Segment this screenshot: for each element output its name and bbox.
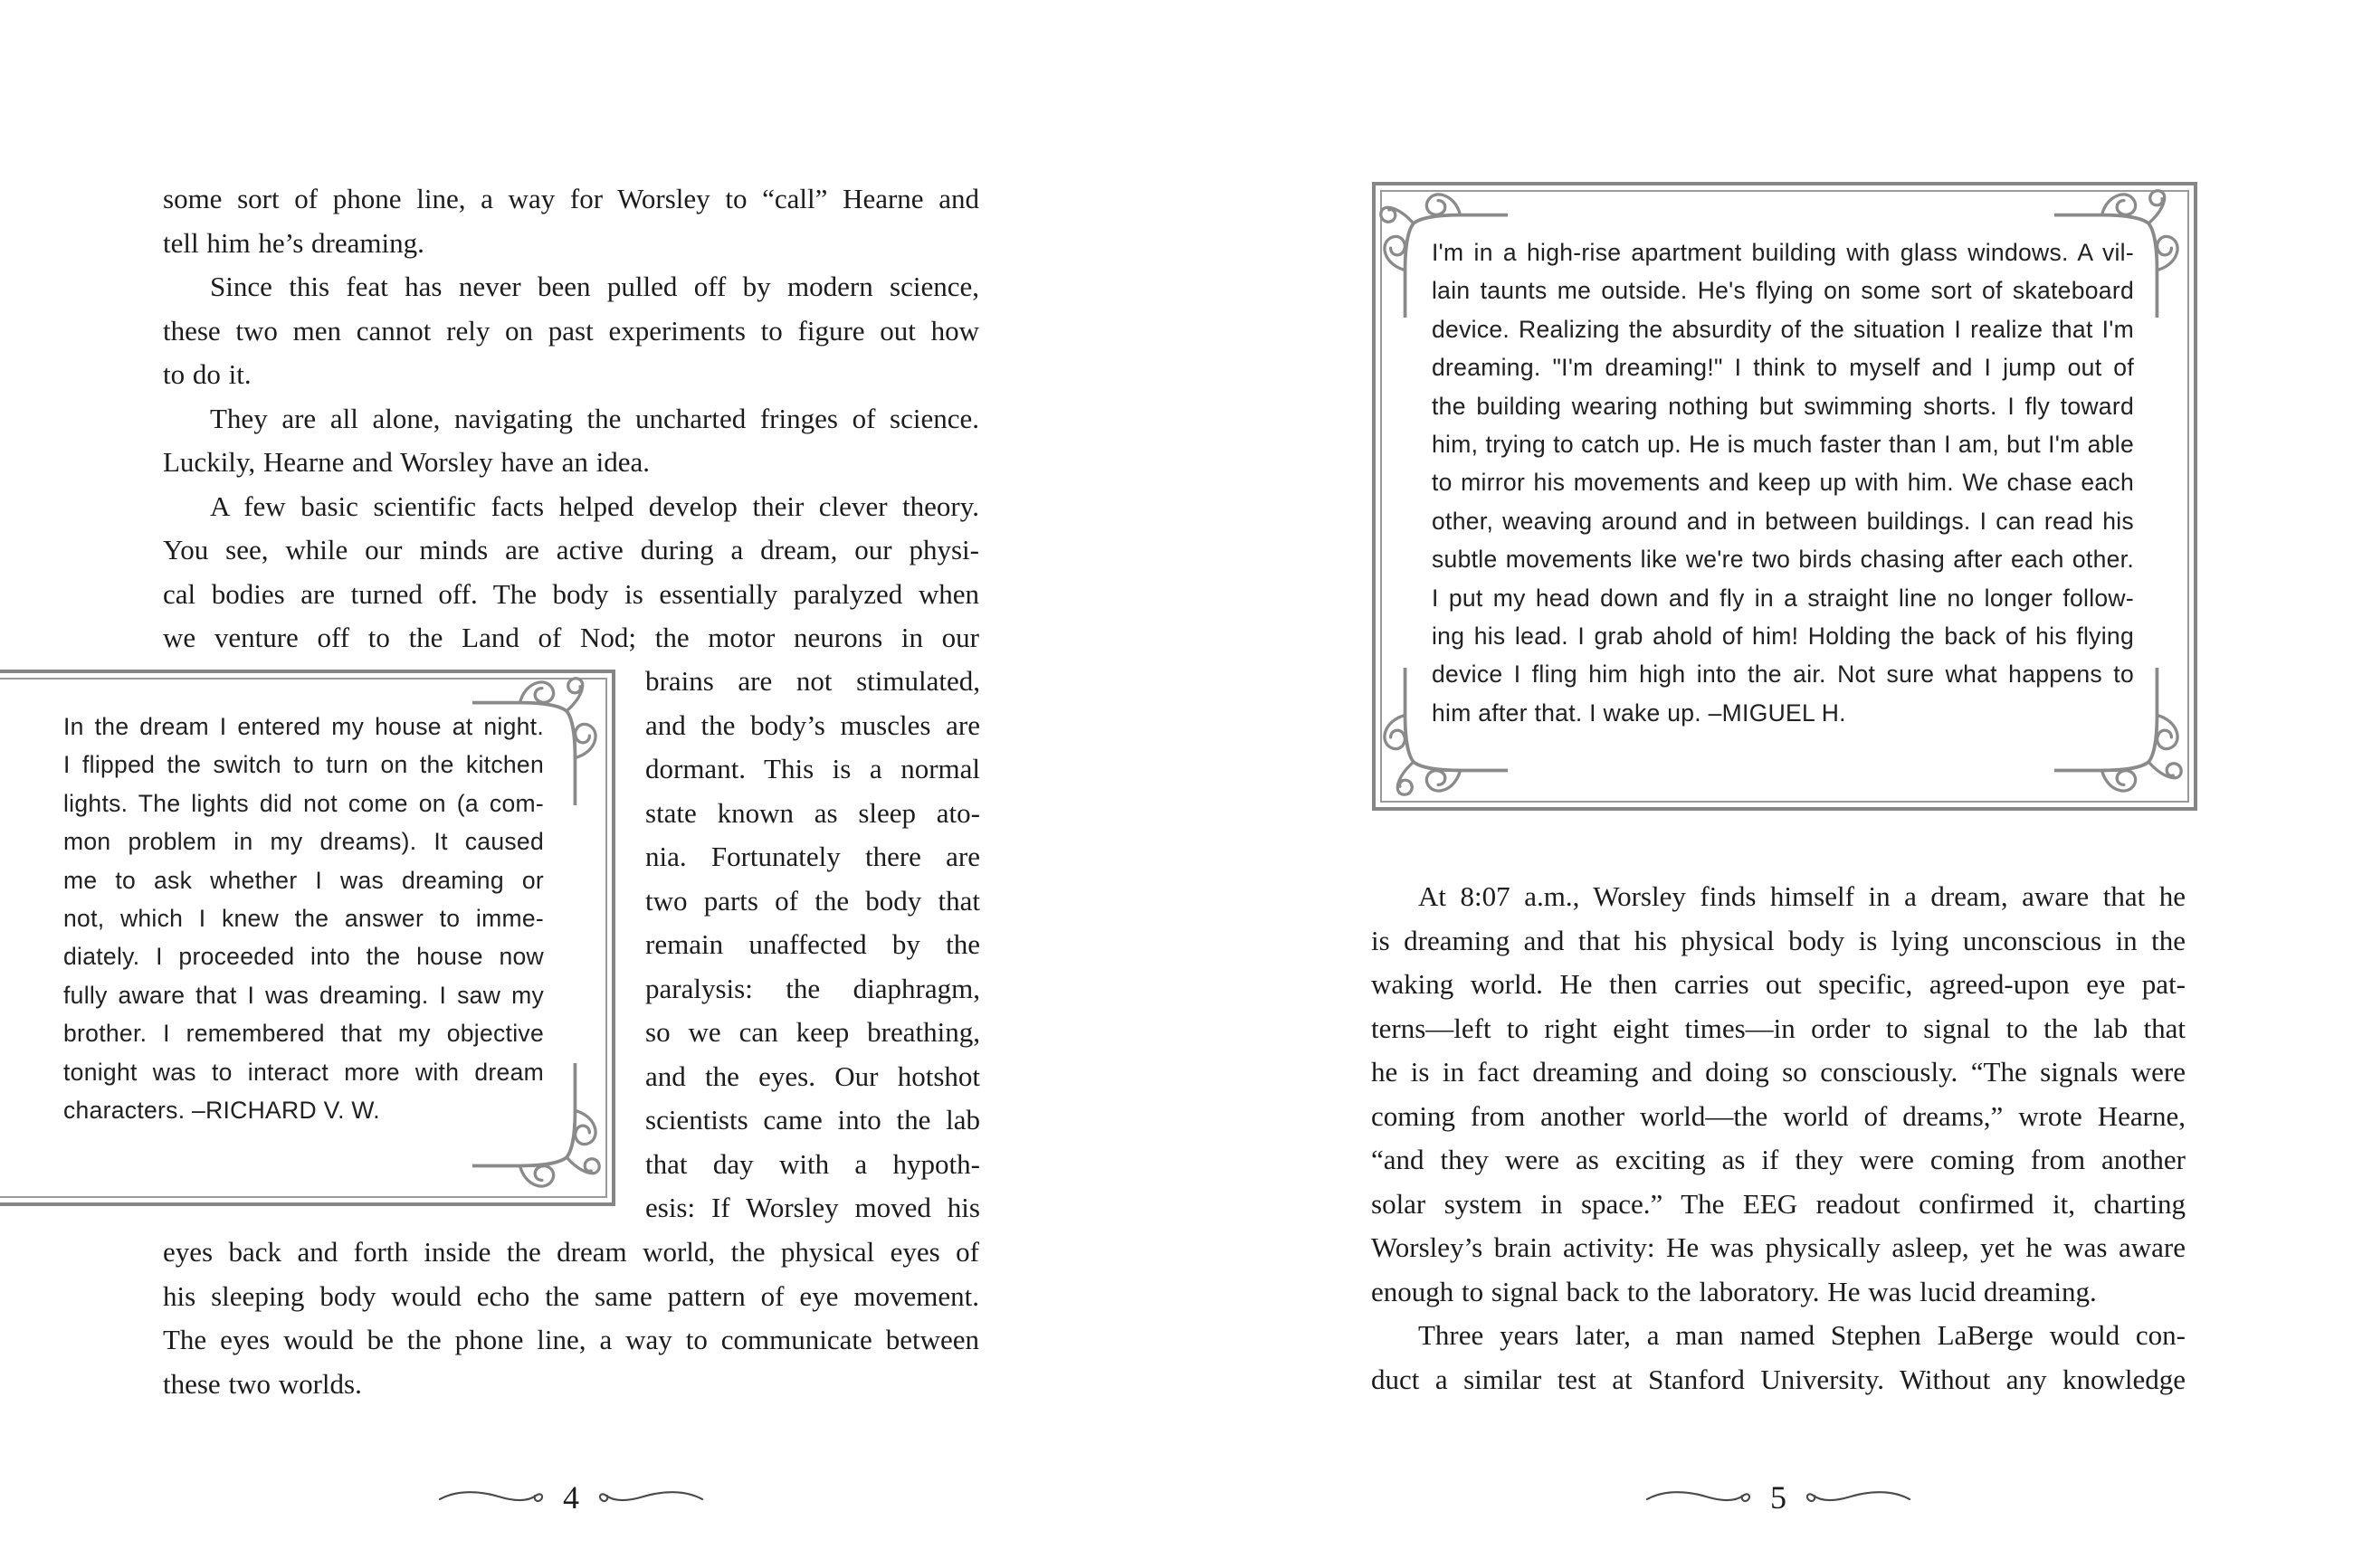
text-line: nia. Fortunately there are (645, 841, 980, 872)
text-line: subtle movements like we're two birds chasing after each other. (1432, 546, 2134, 574)
text-line: device I fling him high into the air. Not sure what happens to (1432, 660, 2134, 689)
right-folio (1371, 1478, 2186, 1516)
text-line: tonight was to interact more with dream (63, 1058, 544, 1086)
left-page-wrapped-column (645, 660, 980, 1231)
text-line: Worsley’s brain activity: He was physically asleep, yet he was aware (1371, 1231, 2186, 1263)
text-line: I put my head down and fly in a straight line no longer follow- (1432, 584, 2134, 612)
text-line: lights. The lights did not come on (a com- (63, 789, 544, 817)
text-line: cal bodies are turned off. The body is essentially paralyzed when (163, 577, 979, 610)
text-line: A few basic scientific facts helped develop their clever theory. (210, 489, 979, 522)
left-page-main-text-top (163, 177, 979, 660)
text-line: mon problem in my dreams). It caused (63, 828, 544, 856)
text-line: some sort of phone line, a way for Worsley to “call” Hearne and (163, 183, 979, 214)
text-line: I flipped the switch to turn on the kitchen (63, 751, 544, 779)
text-line: so we can keep breathing, (645, 1016, 980, 1048)
text-line: these two men cannot rely on past experiments to figure out how (163, 314, 979, 347)
text-line: scientists came into the lab (645, 1104, 980, 1136)
text-line: “and they were as exciting as if they were coming from another (1371, 1144, 2186, 1175)
text-line: other, weaving around and in between buildings. I can read his (1432, 507, 2134, 535)
text-line: me to ask whether I was dreaming or (63, 866, 544, 894)
text-line: the building wearing nothing but swimming shorts. I fly toward (1432, 392, 2134, 420)
text-line: dreaming. "I'm dreaming!" I think to myself and I jump out of (1432, 354, 2134, 382)
text-line: him after that. I wake up. –MIGUEL H. (1432, 698, 1846, 727)
text-line: solar system in space.” The EEG readout confirmed it, charting (1371, 1187, 2186, 1220)
text-line: terns—left to right eight times—in order to signal to the lab that (1371, 1012, 2186, 1044)
text-line: eyes back and forth inside the dream world, the physical eyes of (163, 1236, 979, 1268)
text-line: esis: If Worsley moved his (645, 1192, 980, 1223)
text-line: him, trying to catch up. He is much faster than I am, but I'm able (1432, 430, 2134, 458)
text-line: ing his lead. I grab ahold of him! Holding the back of his flying (1432, 622, 2134, 650)
text-line: You see, while our minds are active during a dream, our physi- (163, 534, 979, 565)
text-line: lain taunts me outside. He's flying on some sort of skateboard (1432, 277, 2134, 305)
page-number: 4 (563, 1479, 579, 1516)
text-line: At 8:07 a.m., Worsley finds himself in a dream, aware that he (1418, 880, 2186, 912)
page-number: 5 (1770, 1479, 1786, 1516)
text-line: The eyes would be the phone line, a way to communicate between (163, 1324, 979, 1355)
text-line: coming from another world—the world of dreams,” wrote Hearne, (1371, 1099, 2186, 1132)
left-page-main-text-bottom (163, 1231, 979, 1406)
text-line: fully aware that I was dreaming. I saw my (63, 981, 544, 1009)
text-line: device. Realizing the absurdity of the situation I realize that I'm (1432, 315, 2134, 343)
text-line: his sleeping body would echo the same pattern of eye movement. (163, 1279, 979, 1312)
text-line: tell him he’s dreaming. (163, 226, 424, 259)
text-line: I'm in a high-rise apartment building with glass windows. A vil- (1432, 239, 2134, 266)
text-line: and the eyes. Our hotshot (645, 1060, 980, 1092)
text-line: duct a similar test at Stanford University. Without any knowledge (1371, 1363, 2186, 1395)
text-line: remain unaffected by the (645, 928, 980, 960)
text-line: not, which I knew the answer to imme- (63, 904, 544, 932)
text-line: we venture off to the Land of Nod; the motor neurons in our (163, 622, 979, 653)
text-line: brother. I remembered that my objective (63, 1020, 544, 1048)
text-line: he is in fact dreaming and doing so consciously. “The signals were (1371, 1056, 2186, 1088)
text-line: brains are not stimulated, (645, 665, 980, 697)
text-line: paralysis: the diaphragm, (645, 972, 980, 1004)
text-line: that day with a hypoth- (645, 1147, 980, 1180)
text-line: enough to signal back to the laboratory. He was lucid dreaming. (1371, 1275, 2097, 1307)
text-line: Since this feat has never been pulled off by modern science, (210, 271, 979, 302)
text-line: these two worlds. (163, 1367, 362, 1400)
text-line: waking world. He then carries out specific, agreed-upon eye pat- (1371, 968, 2186, 1000)
text-line: and the body’s muscles are (645, 708, 980, 741)
page-number-swash-icon (597, 1487, 704, 1507)
text-line: two parts of the body that (645, 884, 980, 917)
text-line: to do it. (163, 358, 252, 390)
text-line: characters. –RICHARD V. W. (63, 1096, 380, 1124)
text-line: to mirror his movements and keep up with him. We chase each (1432, 469, 2134, 497)
text-line: In the dream I entered my house at night. (63, 713, 544, 740)
page-number-swash-icon (1645, 1487, 1752, 1507)
text-line: Luckily, Hearne and Worsley have an idea. (163, 446, 651, 478)
dream-report-left-text (63, 708, 544, 1129)
text-line: Three years later, a man named Stephen LaBerge would con- (1418, 1319, 2186, 1351)
text-line: They are all alone, navigating the uncharted fringes of science. (210, 402, 979, 434)
page-number-swash-icon (438, 1487, 545, 1507)
text-line: state known as sleep ato- (645, 796, 980, 829)
dream-report-right-text (1432, 233, 2134, 732)
left-folio (163, 1478, 979, 1516)
text-line: diately. I proceeded into the house now (63, 943, 544, 971)
page-number-swash-icon (1805, 1487, 1911, 1507)
text-line: is dreaming and that his physical body is lying unconscious in the (1371, 924, 2186, 956)
text-line: dormant. This is a normal (645, 753, 980, 784)
right-page-main-text (1371, 875, 2186, 1402)
